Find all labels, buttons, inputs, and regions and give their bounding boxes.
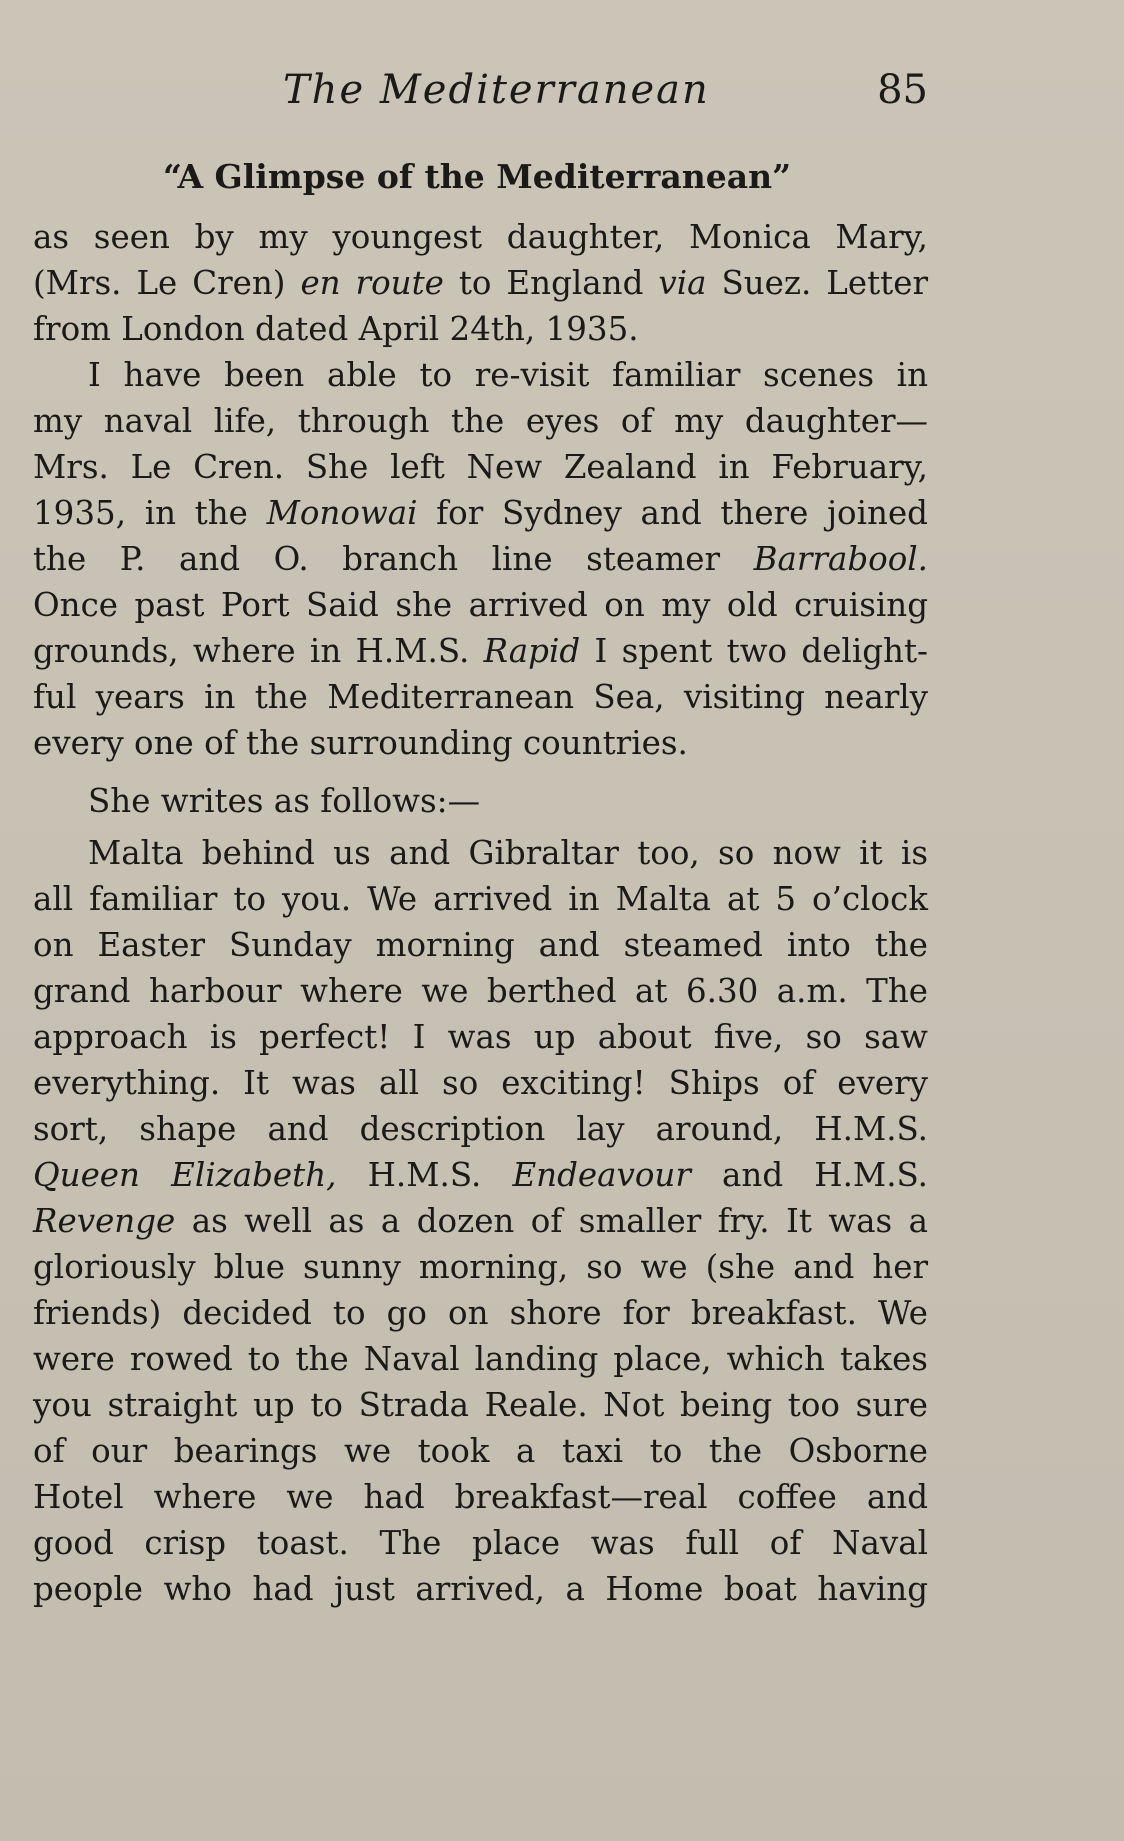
running-title: The Mediterranean xyxy=(283,67,710,113)
text-line: on Easter Sunday morning and steamed into the xyxy=(33,926,928,964)
text-line: of our bearings we took a taxi to the Osborne xyxy=(33,1432,928,1470)
italic-run: Queen Elizabeth, xyxy=(33,1156,337,1194)
paragraph-1 xyxy=(33,352,928,766)
text-line: were rowed to the Naval landing place, which takes xyxy=(33,1340,928,1378)
text-run: and H.M.S. xyxy=(690,1156,928,1194)
text-run: Suez. Letter xyxy=(706,264,928,302)
text-line xyxy=(33,490,928,536)
text-line: every one of the surrounding countries. xyxy=(33,724,688,762)
text-line xyxy=(33,536,928,582)
text-run: (Mrs. Le Cren) xyxy=(33,264,301,302)
text-line: you straight up to Strada Reale. Not being too sure xyxy=(33,1386,928,1424)
text-line: everything. It was all so exciting! Ships of every xyxy=(33,1064,928,1102)
text-line: Hotel where we had breakfast—real coffee and xyxy=(33,1478,928,1516)
paragraph-3 xyxy=(33,830,928,1612)
text-line: She writes as follows:— xyxy=(88,782,481,820)
italic-run: Revenge xyxy=(33,1202,176,1240)
text-line xyxy=(33,260,928,306)
text-run: H.M.S. xyxy=(336,1156,513,1194)
text-run: the P. and O. branch line steamer xyxy=(33,540,754,578)
text-line: Once past Port Said she arrived on my old cruising xyxy=(33,586,928,624)
text-line: my naval life, through the eyes of my daughter— xyxy=(33,402,928,440)
italic-run: Rapid xyxy=(483,632,581,670)
text-line: friends) decided to go on shore for breakfast. We xyxy=(33,1294,928,1332)
italic-run: Endeavour xyxy=(512,1156,691,1194)
text-line: as seen by my youngest daughter, Monica Mary, xyxy=(33,218,928,256)
running-head xyxy=(33,62,928,122)
italic-run: via xyxy=(658,264,707,302)
text-run: to England xyxy=(443,264,659,302)
text-run: grounds, where in H.M.S. xyxy=(33,632,484,670)
text-line xyxy=(33,628,928,674)
text-run: I spent two delight- xyxy=(580,632,928,670)
text-line: ful years in the Mediterranean Sea, visiting nearly xyxy=(33,678,928,716)
italic-run: Monowai xyxy=(266,494,418,532)
text-line: sort, shape and description lay around, H.M.S. xyxy=(33,1110,928,1148)
text-line: people who had just arrived, a Home boat having xyxy=(33,1570,928,1608)
text-line: Malta behind us and Gibraltar too, so now it is xyxy=(88,834,928,872)
text-line: all familiar to you. We arrived in Malta at 5 o’clock xyxy=(33,880,928,918)
text-line: I have been able to re-visit familiar scenes in xyxy=(88,356,928,394)
text-line: gloriously blue sunny morning, so we (she and her xyxy=(33,1248,928,1286)
paragraph-2 xyxy=(33,778,928,824)
intro-paragraph xyxy=(33,214,928,352)
text-run: as well as a dozen of smaller fry. It was a xyxy=(175,1202,928,1240)
article-title: “A Glimpse of the Mediterranean” xyxy=(163,157,792,196)
text-line: from London dated April 24th, 1935. xyxy=(33,310,639,348)
italic-run: Barrabool. xyxy=(753,540,928,578)
text-run: for Sydney and there joined xyxy=(417,494,928,532)
text-run: 1935, in the xyxy=(33,494,267,532)
text-line xyxy=(33,1198,928,1244)
italic-run: en route xyxy=(300,264,444,302)
text-line xyxy=(33,1152,928,1198)
text-line: approach is perfect! I was up about five, so saw xyxy=(33,1018,928,1056)
page-number: 85 xyxy=(877,67,928,113)
text-line: Mrs. Le Cren. She left New Zealand in February, xyxy=(33,448,928,486)
text-line: good crisp toast. The place was full of Naval xyxy=(33,1524,928,1562)
text-line: grand harbour where we berthed at 6.30 a.m. The xyxy=(33,972,928,1010)
